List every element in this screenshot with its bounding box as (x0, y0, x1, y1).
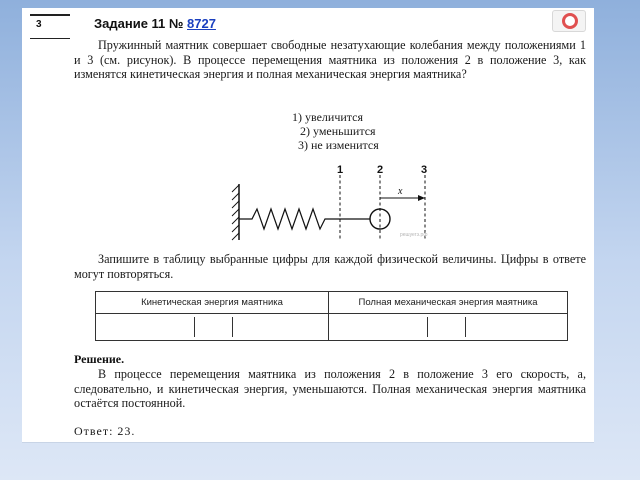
x-axis-label: x (398, 186, 403, 197)
wall-hatching (232, 185, 239, 240)
answer-table-input-row (96, 314, 568, 341)
task-id-link[interactable]: 8727 (187, 16, 216, 31)
answer-options (284, 110, 404, 152)
task-number: 3 (36, 19, 42, 30)
task-statement: Пружинный маятник совершает свободные незатухающие колебания между положениями 1 и 3 (см. рисунок). В процессе перемещения маятника из положения 2 в положение 3, как изменятся кинетическая энергия и полная механическая энергия маятника? (74, 38, 586, 81)
total-answer-cell[interactable] (329, 314, 568, 341)
final-answer: Ответ: 23. (74, 424, 136, 438)
lifebuoy-icon (562, 13, 578, 29)
task-number-box (30, 14, 70, 39)
solution-heading: Решение. (74, 352, 125, 366)
solution-text: В процессе перемещения маятника из положения 2 в положение 3 его скорость, а, следовательно, и кинетическая энергия, уменьшаются. Полная механическая энергия маятника остаётся постоянной. (74, 367, 586, 410)
position-label-3: 3 (421, 164, 428, 176)
answer-table (95, 291, 568, 341)
position-label-2: 2 (377, 164, 384, 176)
cell-divider (427, 317, 428, 337)
option-increase: 1) увеличится (292, 110, 364, 124)
cell-divider (232, 317, 233, 337)
option-unchanged: 3) не изменится (298, 138, 379, 152)
help-button[interactable] (552, 10, 586, 32)
watermark: решуегэ.рф (400, 232, 428, 238)
spring (239, 209, 370, 229)
cell-divider (194, 317, 195, 337)
task-sheet (22, 8, 594, 443)
answer-table-header-row (96, 292, 568, 314)
position-label-1: 1 (337, 164, 344, 176)
task-title-prefix: Задание 11 № (94, 16, 184, 31)
task-instruction: Запишите в таблицу выбранные цифры для каждой физической величины. Цифры в ответе могут повторяться. (74, 252, 586, 281)
task-title (94, 16, 216, 31)
header-kinetic-energy: Кинетическая энергия маятника (96, 292, 329, 314)
option-decrease: 2) уменьшится (300, 124, 376, 138)
header-total-energy: Полная механическая энергия маятника (329, 292, 568, 314)
x-arrowhead (418, 195, 425, 201)
cell-divider (465, 317, 466, 337)
pendulum-figure (230, 162, 430, 244)
kinetic-answer-cell[interactable] (96, 314, 329, 341)
